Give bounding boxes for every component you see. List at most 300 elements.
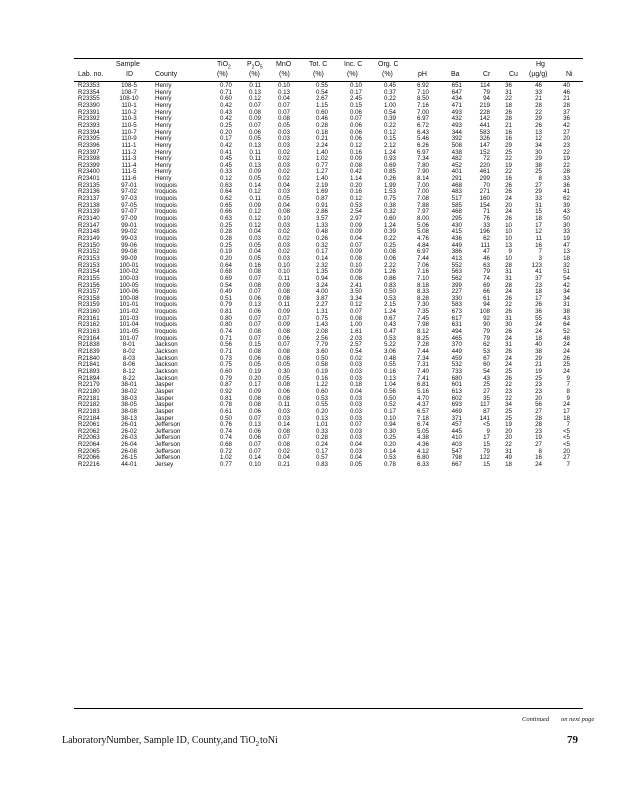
cell-county: Iroquois [155, 301, 178, 309]
cell-org-c: 0.45 [383, 82, 396, 89]
cell-ph: 7.00 [416, 188, 429, 196]
cell-lab-no: R23394 [78, 128, 100, 136]
cell-lab-no: R23138 [78, 201, 100, 209]
cell-p2o5: 0.07 [248, 334, 261, 342]
cell-lab-no: R22065 [78, 447, 100, 455]
cell-p2o5: 0.06 [248, 427, 261, 435]
cell-sample-id: 44-01 [121, 461, 137, 469]
cell-ba: 494 [451, 328, 462, 336]
cell-ph: 6.57 [416, 407, 429, 415]
cell-tio2: 0.81 [219, 308, 232, 316]
cell-cr: 15 [483, 441, 490, 449]
cell-ba: 613 [451, 387, 462, 395]
cell-sample-id: 100-01 [119, 261, 139, 269]
cell-hg: 28 [535, 101, 542, 109]
cell-sample-id: 99-09 [121, 254, 137, 262]
cell-cu: 31 [505, 88, 512, 96]
cell-ph: 7.31 [416, 361, 429, 369]
cell-sample-id: 108-10 [119, 95, 139, 103]
cell-mno: 0.04 [277, 181, 290, 189]
cell-p2o5: 0.06 [248, 354, 261, 362]
cell-inc-c: 1.61 [349, 328, 362, 336]
cell-ba: 552 [451, 261, 462, 269]
cell-county: Henry [155, 121, 172, 129]
cell-cu: 24 [505, 195, 512, 203]
cell-sample-id: 111-4 [121, 161, 137, 169]
cell-cr: 87 [483, 407, 490, 415]
cell-tio2: 0.92 [219, 387, 232, 395]
cell-county: Henry [155, 161, 172, 169]
cell-ba: 673 [451, 308, 462, 316]
cell-hg: 19 [535, 367, 542, 375]
cell-tio2: 0.80 [219, 314, 232, 322]
cell-cu: 10 [505, 254, 512, 262]
cell-hg: 18 [535, 215, 542, 222]
cell-p2o5: 0.08 [248, 281, 261, 289]
cell-tio2: 0.80 [219, 321, 232, 329]
cell-cr: 46 [483, 254, 490, 262]
cell-ba: 547 [451, 447, 462, 455]
cell-cr: 62 [483, 341, 490, 349]
cell-sample-id: 111-5 [121, 168, 137, 176]
cell-tot-c: 2.67 [315, 95, 328, 103]
cell-p2o5: 0.08 [248, 268, 261, 276]
cell-hg: 23 [535, 281, 542, 289]
cell-ba: 583 [451, 301, 462, 309]
cell-mno: 0.02 [277, 168, 290, 176]
cell-ph: 6.80 [416, 454, 429, 462]
cell-county: Jackson [155, 367, 178, 375]
cell-inc-c: 3.34 [349, 294, 362, 302]
cell-mno: 0.08 [277, 354, 290, 362]
cell-county: Iroquois [155, 248, 178, 256]
cell-p2o5: 0.08 [248, 394, 261, 402]
cell-org-c: 0.13 [383, 374, 396, 382]
cell-hg: 21 [535, 361, 542, 369]
cell-cr: 147 [479, 141, 490, 149]
cell-sample-id: 108-5 [121, 82, 137, 89]
cell-inc-c: 2.54 [349, 208, 362, 216]
cell-hg: 15 [535, 208, 542, 216]
cell-county: Jefferson [155, 421, 181, 429]
cell-county: Henry [155, 128, 172, 136]
cell-lab-no: R23136 [78, 188, 100, 196]
cell-inc-c: 2.41 [349, 281, 362, 289]
cell-tio2: 0.71 [219, 88, 232, 96]
cell-mno: 0.06 [277, 387, 290, 395]
cell-org-c: 0.75 [383, 195, 396, 203]
cell-p2o5: 0.11 [249, 148, 261, 156]
cell-org-c: 0.10 [383, 414, 396, 422]
cell-inc-c: 0.07 [349, 241, 362, 249]
cell-lab-no: R23393 [78, 121, 100, 129]
cell-ph: 5.08 [416, 228, 429, 236]
cell-cr: 17 [483, 434, 490, 442]
cell-ph: 6.97 [416, 148, 429, 156]
cell-p2o5: 0.06 [248, 407, 261, 415]
cell-ni: 50 [563, 215, 570, 222]
cell-mno: 0.07 [277, 341, 290, 349]
cell-tot-c: 1.35 [315, 268, 328, 276]
cell-ba: 631 [451, 321, 462, 329]
cell-ba: 436 [451, 234, 462, 242]
cell-p2o5: 0.06 [248, 308, 261, 316]
cell-ni: 7 [566, 421, 570, 429]
cell-tot-c: 0.83 [315, 461, 328, 469]
cell-ph: 7.16 [416, 268, 429, 276]
cell-mno: 0.08 [277, 381, 290, 389]
cell-ba: 532 [451, 361, 462, 369]
cell-sample-id: 100-03 [119, 274, 139, 282]
cell-sample-id: 26-15 [121, 454, 137, 462]
cell-mno: 0.04 [277, 95, 290, 103]
cell-tot-c: 0.48 [315, 228, 328, 236]
cell-ni: <5 [562, 441, 570, 449]
cell-cr: 196 [479, 228, 490, 236]
cell-hg: 30 [535, 148, 542, 156]
cell-sample-id: 26-03 [121, 434, 137, 442]
cell-cr: 583 [479, 128, 490, 136]
cell-hg: 41 [535, 268, 542, 276]
cell-cu: 24 [505, 334, 512, 342]
cell-ph: 8.18 [416, 281, 429, 289]
header-county: County [155, 71, 178, 78]
cell-inc-c: 3.50 [349, 288, 362, 296]
cell-sample-id: 110-5 [121, 121, 137, 129]
cell-ba: 601 [451, 381, 462, 389]
cell-ba: 438 [451, 148, 462, 156]
cell-cu: 9 [508, 248, 512, 256]
cell-ni: 24 [563, 367, 570, 375]
cell-ba: 401 [451, 168, 462, 176]
cell-tio2: 0.79 [219, 374, 232, 382]
cell-lab-no: R23153 [78, 254, 100, 262]
cell-county: Jefferson [155, 447, 181, 455]
cell-p2o5: 0.07 [248, 121, 261, 129]
cell-hg: 33 [535, 195, 542, 203]
cell-org-c: 1.04 [383, 381, 396, 389]
cell-inc-c: 0.04 [349, 454, 362, 462]
cell-cu: 36 [505, 82, 512, 89]
cell-sample-id: 38-03 [121, 394, 137, 402]
cell-tot-c: 0.94 [315, 274, 328, 282]
cell-cr: 220 [479, 161, 490, 169]
cell-lab-no: R23355 [78, 95, 100, 103]
cell-ba: 449 [451, 241, 462, 249]
cell-org-c: 5.22 [383, 341, 396, 349]
cell-ph: 8.28 [416, 294, 429, 302]
cell-p2o5: 0.06 [248, 434, 261, 442]
cell-inc-c: 0.06 [349, 128, 362, 136]
cell-p2o5: 0.13 [248, 141, 261, 149]
cell-tio2: 0.77 [219, 461, 232, 469]
cell-hg: 26 [535, 121, 542, 129]
cell-ni: 40 [563, 82, 570, 89]
cell-ba: 344 [451, 128, 462, 136]
cell-cr: 461 [479, 168, 490, 176]
cell-inc-c: 2.57 [349, 341, 362, 349]
cell-p2o5: 0.05 [248, 361, 261, 369]
cell-lab-no: R22066 [78, 454, 100, 462]
cell-ni: 52 [563, 328, 570, 336]
cell-tio2: 0.65 [219, 201, 232, 209]
cell-inc-c: 0.07 [349, 421, 362, 429]
cell-county: Jefferson [155, 441, 181, 449]
cell-cr: 141 [479, 414, 490, 422]
header-tio2-unit: (%) [217, 71, 228, 78]
cell-p2o5: 0.13 [248, 161, 261, 169]
cell-cr: 66 [483, 288, 490, 296]
cell-cr: 92 [483, 314, 490, 322]
cell-tot-c: 1.27 [315, 168, 328, 176]
cell-p2o5: 0.06 [248, 128, 261, 136]
cell-tot-c: 0.54 [315, 88, 328, 96]
cell-ph: 7.34 [416, 354, 429, 362]
cell-mno: 0.10 [277, 268, 290, 276]
cell-lab-no: R23135 [78, 181, 100, 189]
cell-tot-c: 0.55 [315, 82, 328, 89]
cell-ba: 415 [451, 228, 462, 236]
cell-inc-c: 0.03 [349, 361, 362, 369]
cell-tot-c: 0.46 [315, 115, 328, 123]
cell-tio2: 0.42 [219, 115, 232, 123]
cell-lab-no: R23156 [78, 281, 100, 289]
cell-cu: 26 [505, 328, 512, 336]
cell-ni: 46 [563, 88, 570, 96]
cell-lab-no: R21840 [78, 354, 100, 362]
cell-tot-c: 1.69 [315, 188, 328, 196]
cell-inc-c: 0.10 [349, 261, 362, 269]
cell-p2o5: 0.05 [248, 135, 261, 143]
cell-tio2: 0.45 [219, 155, 232, 163]
cell-ph: 5.06 [416, 221, 429, 229]
cell-org-c: 0.60 [383, 215, 396, 222]
cell-mno: 0.13 [277, 88, 290, 96]
cell-sample-id: 38-08 [121, 407, 137, 415]
cell-cu: 18 [505, 101, 512, 109]
cell-sample-id: 111-3 [121, 155, 137, 163]
cell-sample-id: 101-02 [119, 308, 139, 316]
cell-cr: 271 [479, 188, 490, 196]
cell-ni: 36 [563, 181, 570, 189]
cell-ba: 471 [451, 101, 462, 109]
cell-ba: 227 [451, 288, 462, 296]
cell-cu: 13 [505, 241, 512, 249]
cell-ni: 34 [563, 288, 570, 296]
cell-ba: 469 [451, 407, 462, 415]
cell-sample-id: 97-01 [121, 181, 137, 189]
cell-county: Jefferson [155, 454, 181, 462]
cell-inc-c: 1.14 [349, 175, 362, 183]
cell-hg: 38 [535, 348, 542, 355]
cell-inc-c: 0.02 [349, 354, 362, 362]
cell-cr: 299 [479, 175, 490, 183]
cell-sample-id: 8-06 [122, 361, 136, 369]
cell-mno: 0.02 [277, 447, 290, 455]
cell-tio2: 0.54 [219, 281, 232, 289]
cell-p2o5: 0.07 [248, 414, 261, 422]
cell-ni: 18 [563, 254, 570, 262]
cell-tot-c: 2.24 [315, 141, 328, 149]
cell-lab-no: R23159 [78, 301, 100, 309]
cell-cr: 60 [483, 361, 490, 369]
cell-cu: 20 [505, 434, 512, 442]
cell-ba: 493 [451, 108, 462, 116]
cell-lab-no: R23149 [78, 234, 100, 242]
cell-org-c: 0.25 [383, 434, 396, 442]
cell-ph: 7.00 [416, 108, 429, 116]
cell-county: Iroquois [155, 308, 178, 316]
cell-tot-c: 2.86 [315, 208, 328, 216]
cell-tot-c: 7.79 [315, 341, 328, 349]
cell-ba: 291 [451, 175, 462, 183]
cell-tot-c: 1.15 [315, 101, 328, 109]
cell-hg: 40 [535, 341, 542, 349]
cell-cu: 18 [505, 461, 512, 469]
cell-ba: 370 [451, 341, 462, 349]
cell-sample-id: 100-05 [119, 281, 139, 289]
cell-ba: 430 [451, 221, 462, 229]
table-row [74, 462, 583, 469]
cell-hg: 18 [535, 334, 542, 342]
cell-p2o5: 0.11 [249, 82, 261, 89]
cell-tio2: 0.64 [219, 188, 232, 196]
cell-ph: 7.44 [416, 254, 429, 262]
cell-tio2: 0.72 [219, 447, 232, 455]
cell-inc-c: 0.04 [349, 441, 362, 449]
cell-ph: 7.16 [416, 101, 429, 109]
cell-sample-id: 101-01 [119, 301, 139, 309]
cell-lab-no: R21839 [78, 348, 100, 355]
cell-lab-no: R22183 [78, 407, 100, 415]
cell-tot-c: 0.14 [315, 254, 328, 262]
cell-sample-id: 97-07 [121, 208, 137, 216]
cell-org-c: 0.53 [383, 294, 396, 302]
cell-ph: 7.18 [416, 414, 429, 422]
cell-tio2: 0.68 [219, 268, 232, 276]
cell-county: Jasper [155, 394, 174, 402]
cell-cu: 31 [505, 314, 512, 322]
cell-mno: 0.05 [277, 121, 290, 129]
cell-mno: 0.08 [277, 294, 290, 302]
cell-ba: 457 [451, 421, 462, 429]
cell-ph: 8.12 [416, 328, 429, 336]
page-number: 79 [567, 734, 578, 746]
cell-sample-id: 108-7 [121, 88, 137, 96]
cell-mno: 0.03 [277, 188, 290, 196]
cell-mno: 0.08 [277, 441, 290, 449]
cell-hg: 12 [535, 135, 542, 143]
cell-sample-id: 38-01 [121, 381, 137, 389]
cell-ba: 449 [451, 348, 462, 355]
cell-cr: 35 [483, 394, 490, 402]
cell-lab-no: R22180 [78, 387, 100, 395]
cell-inc-c: 0.08 [349, 254, 362, 262]
cell-tio2: 0.66 [219, 208, 232, 216]
cell-hg: 25 [535, 168, 542, 176]
cell-mno: 0.02 [277, 228, 290, 236]
cell-hg: 19 [535, 434, 542, 442]
cell-lab-no: R23354 [78, 88, 100, 96]
cell-tot-c: 0.26 [315, 234, 328, 242]
cell-p2o5: 0.09 [248, 201, 261, 209]
cell-inc-c: 0.09 [349, 248, 362, 256]
cell-lab-no: R23164 [78, 334, 100, 342]
cell-ph: 8.33 [416, 288, 429, 296]
cell-ba: 517 [451, 195, 462, 203]
on-next-page-label: on next page [561, 716, 595, 723]
cell-org-c: 0.39 [383, 228, 396, 236]
cell-hg: 27 [535, 407, 542, 415]
cell-sample-id: 26-01 [121, 421, 137, 429]
cell-mno: 0.09 [277, 281, 290, 289]
cell-org-c: 0.26 [383, 175, 396, 183]
cell-tot-c: 0.28 [315, 121, 328, 129]
cell-hg: 24 [535, 328, 542, 336]
cell-sample-id: 97-05 [121, 201, 137, 209]
cell-tot-c: 0.57 [315, 454, 328, 462]
cell-tio2: 1.02 [219, 454, 232, 462]
cell-ph: 6.33 [416, 461, 429, 469]
cell-tio2: 0.28 [219, 228, 232, 236]
cell-ph: 6.74 [416, 421, 429, 429]
cell-mno: 0.08 [277, 328, 290, 336]
cell-ph: 7.00 [416, 181, 429, 189]
cell-p2o5: 0.06 [248, 294, 261, 302]
cell-mno: 0.08 [277, 208, 290, 216]
cell-inc-c: 0.03 [349, 414, 362, 422]
cell-inc-c: 0.12 [349, 141, 362, 149]
header-sample: Sample [116, 61, 140, 68]
cell-tot-c: 3.24 [315, 281, 328, 289]
cell-ph: 4.37 [416, 401, 429, 409]
cell-tot-c: 1.22 [315, 381, 328, 389]
cell-ni: 30 [563, 221, 570, 229]
cell-ba: 392 [451, 135, 462, 143]
cell-cr: 9 [486, 427, 490, 435]
cell-tot-c: 3.57 [315, 215, 328, 222]
cell-mno: 0.09 [277, 308, 290, 316]
cell-p2o5: 0.07 [248, 288, 261, 296]
cell-ni: 36 [563, 115, 570, 123]
cell-cu: 26 [505, 108, 512, 116]
cell-ph: 7.08 [416, 195, 429, 203]
cell-org-c: 0.83 [383, 281, 396, 289]
cell-lab-no: R23137 [78, 195, 100, 203]
cell-lab-no: R21841 [78, 361, 100, 369]
cell-inc-c: 0.05 [349, 461, 362, 469]
cell-p2o5: 0.09 [248, 168, 261, 176]
cell-mno: 0.02 [277, 155, 290, 163]
cell-ni: 42 [563, 121, 570, 129]
header-p2o5: $P_2O_5$ [247, 61, 263, 71]
cell-hg: 24 [535, 321, 542, 329]
cell-ni: 20 [563, 135, 570, 143]
cell-p2o5: 0.13 [248, 301, 261, 309]
cell-tio2: 0.60 [219, 95, 232, 103]
cell-ph: 6.72 [416, 121, 429, 129]
cell-org-c: 0.16 [383, 367, 396, 375]
cell-hg: 26 [535, 301, 542, 309]
cell-org-c: 0.86 [383, 274, 396, 282]
cell-tio2: 0.20 [219, 254, 232, 262]
cell-inc-c: 0.15 [349, 101, 362, 109]
cell-county: Jackson [155, 348, 178, 355]
cell-mno: 0.05 [277, 361, 290, 369]
cell-county: Henry [155, 101, 172, 109]
cell-sample-id: 100-08 [119, 294, 139, 302]
cell-org-c: 0.08 [383, 248, 396, 256]
